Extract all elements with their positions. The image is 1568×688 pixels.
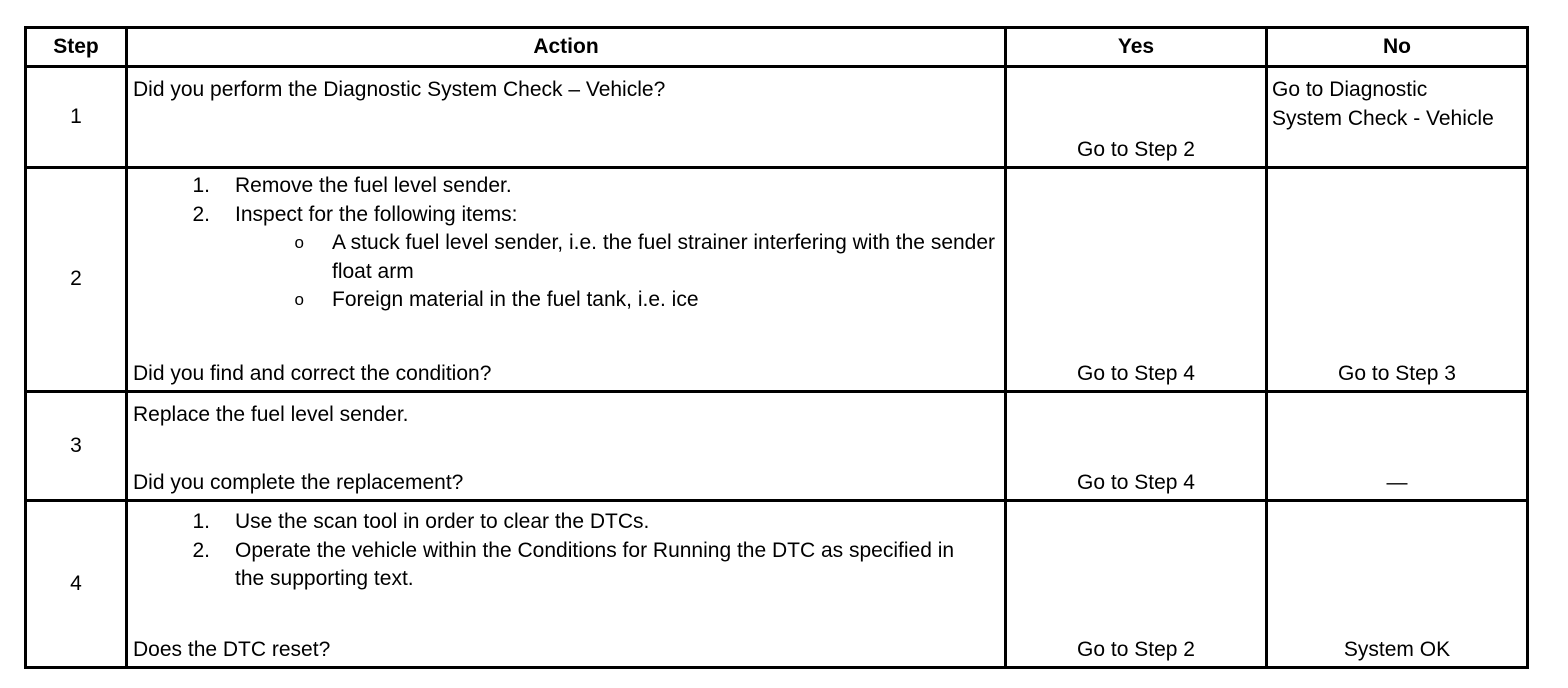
- bullet: o: [294, 233, 304, 252]
- header-action: Action: [127, 28, 1006, 67]
- list-text: Remove the fuel level sender.: [235, 174, 512, 197]
- step-number: 3: [26, 392, 127, 501]
- action-question: Does the DTC reset?: [133, 637, 331, 661]
- action-text: Replace the fuel level sender.: [133, 403, 409, 426]
- no-cell: Go to Diagnostic System Check - Vehicle: [1267, 67, 1528, 168]
- no-cell: System OK: [1267, 501, 1528, 668]
- list-number: 1.: [192, 510, 210, 533]
- header-step: Step: [26, 28, 127, 67]
- yes-cell: Go to Step 4: [1006, 392, 1267, 501]
- step-number: 2: [26, 168, 127, 392]
- action-question: Did you complete the replacement?: [133, 470, 464, 494]
- list-number: 2.: [192, 202, 210, 226]
- list-item: [133, 172, 999, 201]
- yes-cell: Go to Step 4: [1006, 168, 1267, 392]
- list-item: [133, 508, 999, 537]
- yes-cell: Go to Step 2: [1006, 67, 1267, 168]
- yes-cell: Go to Step 2: [1006, 501, 1267, 668]
- no-cell: —: [1267, 392, 1528, 501]
- list-item: [133, 201, 999, 230]
- sub-list-text: A stuck fuel level sender, i.e. the fuel strainer interfering with the sender float arm: [332, 231, 996, 283]
- action-question: Did you find and correct the condition?: [133, 361, 492, 385]
- table-row: [26, 392, 1528, 501]
- list-text: Use the scan tool in order to clear the DTCs.: [235, 510, 650, 533]
- action-text: Did you perform the Diagnostic System Check – Vehicle?: [133, 78, 666, 101]
- list-number: 1.: [192, 174, 210, 197]
- action-cell: [127, 168, 1006, 392]
- action-cell: [127, 392, 1006, 501]
- header-no: No: [1267, 28, 1528, 67]
- bullet: o: [294, 290, 304, 309]
- action-list: [133, 502, 999, 594]
- table-row: [26, 168, 1528, 392]
- sub-list-item: [133, 286, 999, 315]
- action-cell: [127, 501, 1006, 668]
- header-row: [26, 28, 1528, 67]
- list-text: Operate the vehicle within the Conditions for Running the DTC as specified in the supporting text.: [235, 538, 955, 590]
- list-text: Inspect for the following items:: [235, 202, 518, 226]
- list-number: 2.: [192, 538, 210, 562]
- step-number: 4: [26, 501, 127, 668]
- sub-list-text: Foreign material in the fuel tank, i.e. ice: [332, 288, 699, 311]
- table-row: [26, 501, 1528, 668]
- step-number: 1: [26, 67, 127, 168]
- action-cell: [127, 67, 1006, 168]
- diagnostic-table: [24, 26, 1529, 669]
- header-yes: Yes: [1006, 28, 1267, 67]
- sub-list-item: [133, 229, 999, 286]
- list-item: [133, 537, 999, 594]
- table-row: [26, 67, 1528, 168]
- no-cell: Go to Step 3: [1267, 168, 1528, 392]
- action-list: [133, 169, 999, 315]
